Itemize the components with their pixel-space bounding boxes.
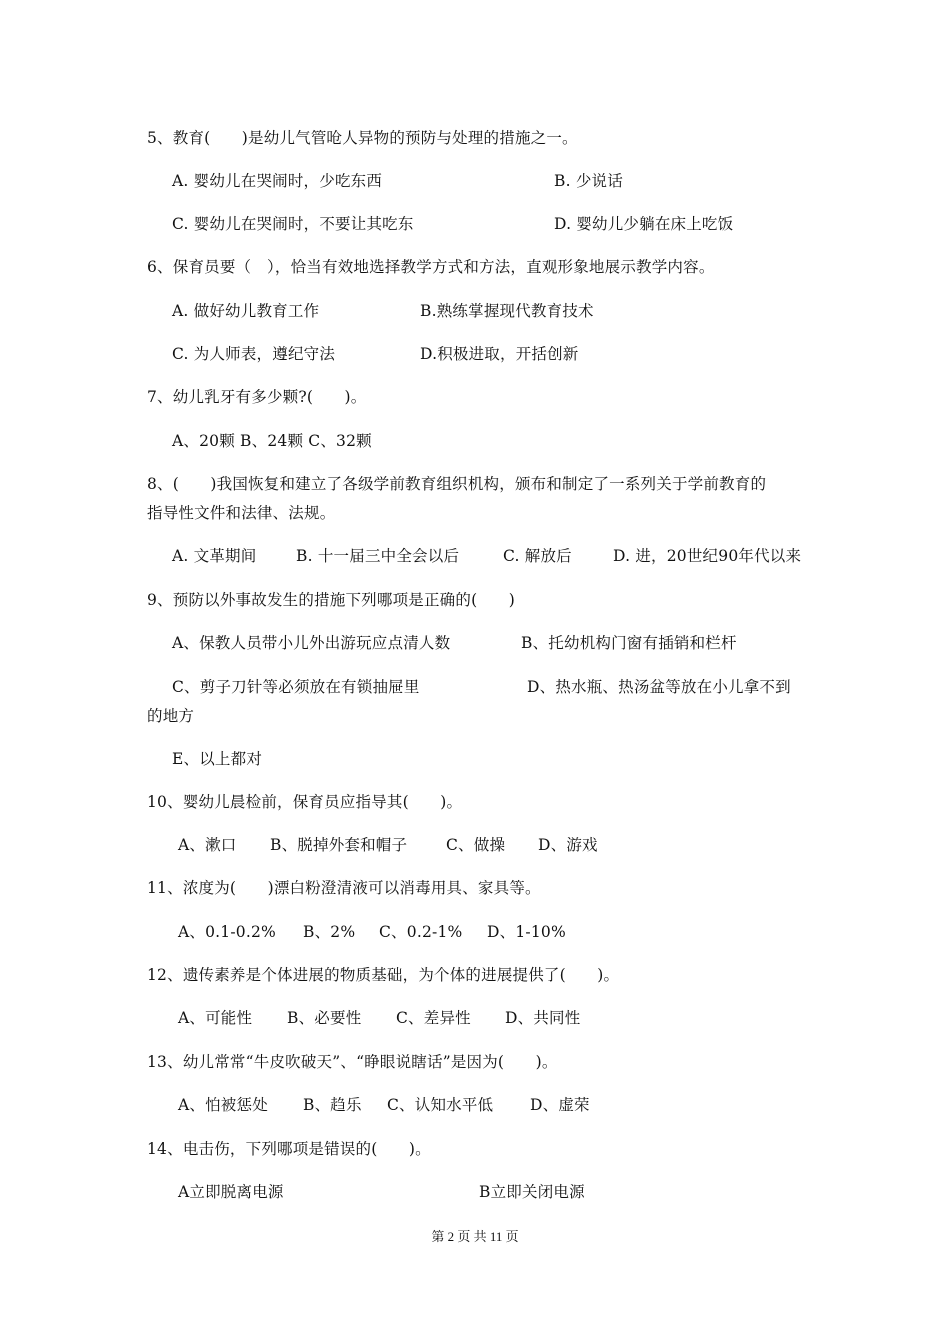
question-8-option-d: D. 进，20世纪90年代以来 [613, 547, 802, 565]
question-14-option-b: B立即关闭电源 [479, 1183, 585, 1201]
question-10-option-b: B、脱掉外套和帽子 [270, 836, 408, 854]
question-7-options: A、20颗 B、24颗 C、32颗 [172, 432, 372, 450]
question-8-option-a: A. 文革期间 [172, 547, 257, 565]
question-5-stem: 5、教育( )是幼儿气管呛人异物的预防与处理的措施之一。 [147, 129, 578, 147]
question-13-option-b: B、趋乐 [303, 1096, 362, 1114]
question-14-option-a: A立即脱离电源 [178, 1183, 284, 1201]
question-9-option-c: C、剪子刀针等必须放在有锁抽屉里 [172, 678, 420, 696]
question-12-option-a: A、可能性 [178, 1009, 253, 1027]
question-12-option-d: D、共同性 [505, 1009, 581, 1027]
question-10-stem: 10、婴幼儿晨检前，保育员应指导其( )。 [147, 793, 463, 811]
question-11-option-b: B、2% [303, 923, 356, 941]
question-6-option-a: A. 做好幼儿教育工作 [172, 302, 320, 320]
question-9-option-d: D、热水瓶、热汤盆等放在小儿拿不到 [527, 678, 791, 696]
question-8-stem-continued: 指导性文件和法律、法规。 [147, 504, 336, 522]
question-8-option-b: B. 十一届三中全会以后 [296, 547, 460, 565]
question-13-option-d: D、虚荣 [530, 1096, 590, 1114]
question-9-option-a: A、保教人员带小儿外出游玩应点清人数 [172, 634, 451, 652]
question-10-option-d: D、游戏 [538, 836, 598, 854]
question-11-option-d: D、1-10% [487, 923, 566, 941]
page-number-footer: 第 2 页 共 11 页 [431, 1229, 519, 1244]
question-6-stem: 6、保育员要（ ），恰当有效地选择教学方式和方法，直观形象地展示教学内容。 [147, 258, 715, 276]
question-9-stem: 9、预防以外事故发生的措施下列哪项是正确的( ) [147, 591, 515, 609]
question-10-option-a: A、漱口 [178, 836, 237, 854]
question-13-option-c: C、认知水平低 [387, 1096, 494, 1114]
question-6-option-d: D.积极进取，开括创新 [420, 345, 579, 363]
question-5-option-d: D. 婴幼儿少躺在床上吃饭 [554, 215, 734, 233]
question-9-option-e: E、以上都对 [172, 750, 263, 768]
question-10-option-c: C、做操 [446, 836, 506, 854]
question-12-stem: 12、遗传素养是个体进展的物质基础，为个体的进展提供了( )。 [147, 966, 620, 984]
question-5-option-b: B. 少说话 [554, 172, 623, 190]
question-13-option-a: A、怕被惩处 [178, 1096, 268, 1114]
question-12-option-c: C、差异性 [396, 1009, 471, 1027]
question-12-option-b: B、必要性 [287, 1009, 362, 1027]
question-11-option-a: A、0.1-0.2% [178, 923, 276, 941]
question-13-stem: 13、幼儿常常“牛皮吹破天”、“睁眼说瞎话”是因为( )。 [147, 1053, 558, 1071]
question-6-option-c: C. 为人师表，遵纪守法 [172, 345, 336, 363]
question-5-option-c: C. 婴幼儿在哭闹时，不要让其吃东 [172, 215, 414, 233]
question-8-option-c: C. 解放后 [503, 547, 572, 565]
question-11-stem: 11、浓度为( )漂白粉澄清液可以消毒用具、家具等。 [147, 879, 541, 897]
question-11-option-c: C、0.2-1% [379, 923, 463, 941]
question-9-option-d-continued: 的地方 [147, 707, 195, 725]
question-5-option-a: A. 婴幼儿在哭闹时，少吃东西 [172, 172, 383, 190]
question-7-stem: 7、幼儿乳牙有多少颗?( )。 [147, 388, 367, 406]
question-8-stem: 8、( )我国恢复和建立了各级学前教育组织机构，颁布和制定了一系列关于学前教育的 [147, 475, 767, 493]
question-6-option-b: B.熟练掌握现代教育技术 [420, 302, 594, 320]
question-14-stem: 14、电击伤，下列哪项是错误的( )。 [147, 1140, 431, 1158]
question-9-option-b: B、托幼机构门窗有插销和栏杆 [521, 634, 737, 652]
